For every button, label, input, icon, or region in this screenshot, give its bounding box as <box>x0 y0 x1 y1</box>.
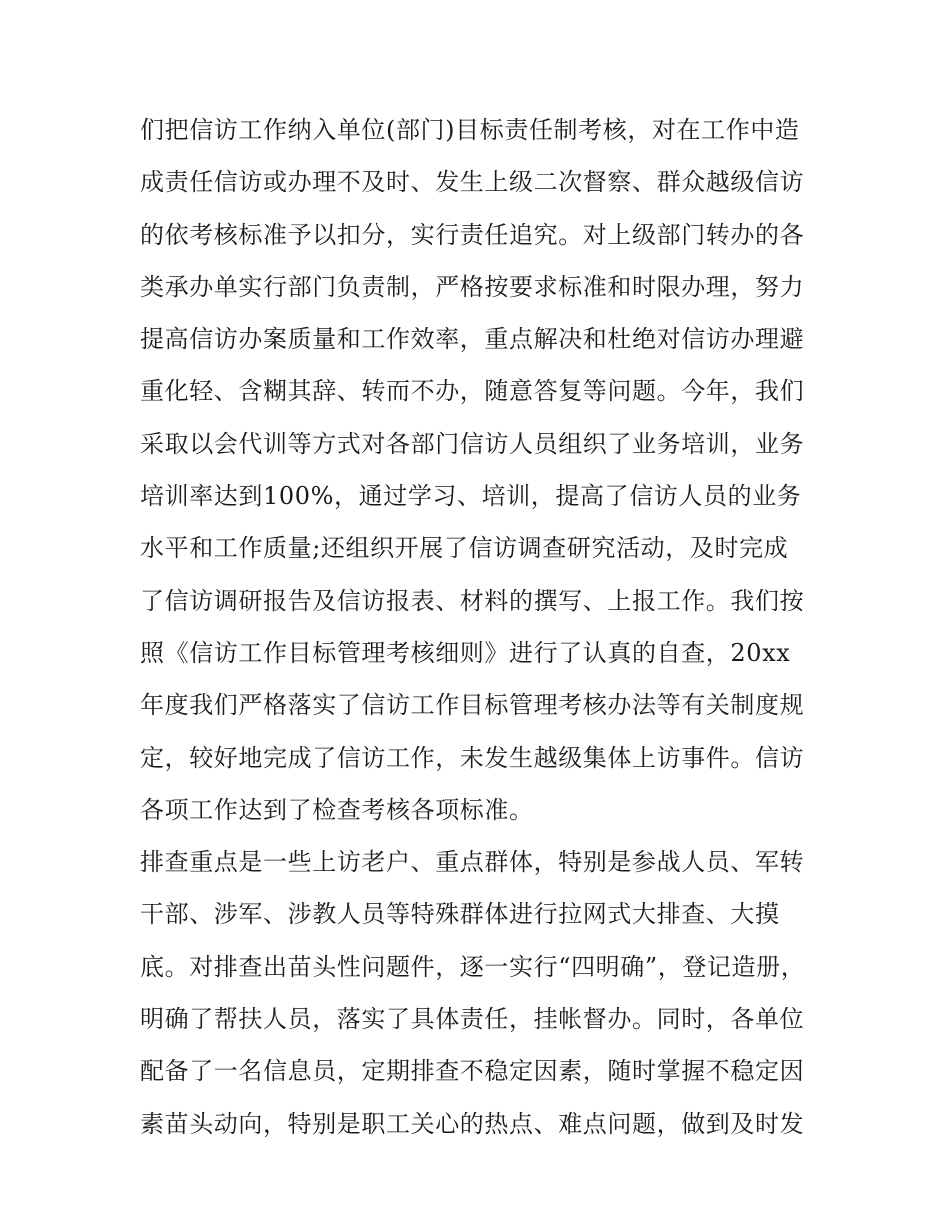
text-line: 各项工作达到了检查考核各项标准。 <box>140 795 534 824</box>
text-line: 们把信访工作纳入单位(部门)目标责任制考核，对在工作中造 <box>140 116 800 144</box>
text-line: 年度我们严格落实了信访工作目标管理考核办法等有关制度规 <box>140 691 805 720</box>
text-line: 的依考核标准予以扣分，实行责任追究。对上级部门转办的各 <box>140 220 805 249</box>
text-line: 排查重点是一些上访老户、重点群体，特别是参战人员、军转 <box>140 848 805 877</box>
text-line: 了信访调研报告及信访报表、材料的撰写、上报工作。我们按 <box>140 586 805 615</box>
text-line: 干部、涉军、涉教人员等特殊群体进行拉网式大排查、大摸 <box>140 900 780 929</box>
text-line: 照《信访工作目标管理考核细则》进行了认真的自查，20xx <box>140 638 791 667</box>
text-line: 底。对排查出苗头性问题件，逐一实行“四明确”，登记造册， <box>140 952 806 981</box>
text-line: 类承办单实行部门负责制，严格按要求标准和时限办理，努力 <box>140 272 805 301</box>
text-line: 培训率达到100%，通过学习、培训，提高了信访人员的业务 <box>140 482 802 511</box>
text-line: 素苗头动向，特别是职工关心的热点、难点问题，做到及时发 <box>140 1109 805 1138</box>
document-body <box>140 104 830 1150</box>
text-line: 定，较好地完成了信访工作，未发生越级集体上访事件。信访 <box>140 743 805 772</box>
text-line: 采取以会代训等方式对各部门信访人员组织了业务培训，业务 <box>140 429 805 458</box>
text-line: 成责任信访或办理不及时、发生上级二次督察、群众越级信访 <box>140 168 805 197</box>
text-line: 明确了帮扶人员，落实了具体责任，挂帐督办。同时，各单位 <box>140 1005 805 1034</box>
text-line: 水平和工作质量;还组织开展了信访调查研究活动，及时完成 <box>140 534 789 563</box>
text-line: 配备了一名信息员，定期排查不稳定因素，随时掌握不稳定因 <box>140 1057 805 1086</box>
text-line: 重化轻、含糊其辞、转而不办，随意答复等问题。今年，我们 <box>140 377 805 406</box>
text-line: 提高信访办案质量和工作效率，重点解决和杜绝对信访办理避 <box>140 325 805 354</box>
